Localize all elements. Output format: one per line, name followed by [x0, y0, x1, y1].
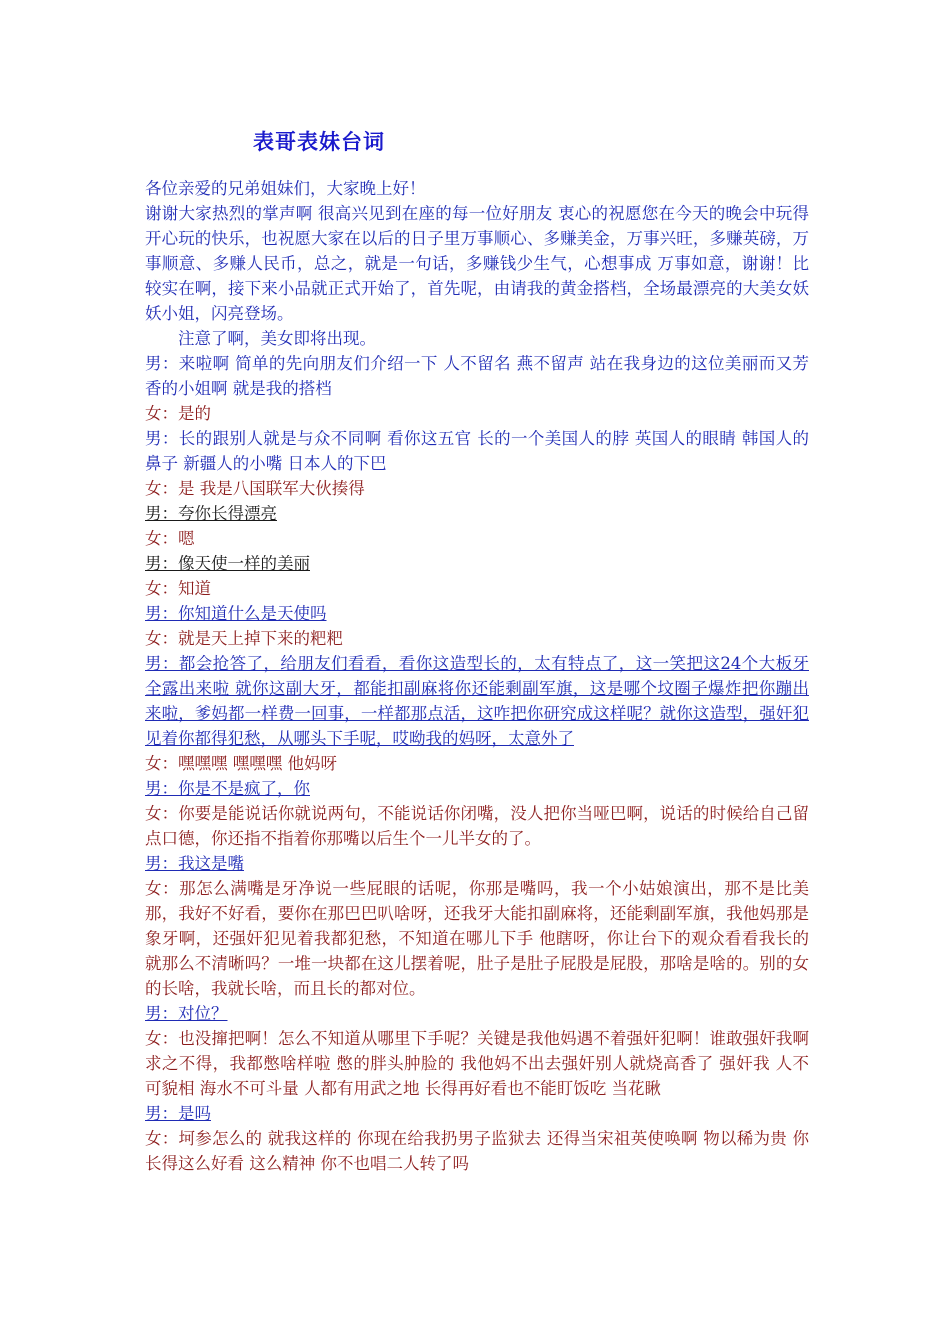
dialogue-line-female: 女：是的 [145, 404, 211, 423]
dialogue-line-male: 男：都会抢答了，给朋友们看看，看你这造型长的，太有特点了，这一笑把这24个大板牙全露出来啦 就你这副大牙，都能扣副麻将你还能剩副军旗，这是哪个坟圈子爆炸把你蹦出来啦，爹妈都一样费一回事，一样都那点活，这咋把你研究成这样呢？就你这造型，强奸犯见着你都得犯愁，从哪头下手呢，哎呦我的妈呀，太意外了 [145, 654, 809, 748]
dialogue-line-male: 男：你知道什么是天使吗 [145, 604, 327, 623]
dialogue-line-male: 男：像天使一样的美丽 [145, 554, 310, 573]
dialogue-line-male: 男：是吗 [145, 1104, 211, 1123]
dialogue-line-male: 男：夸你长得漂亮 [145, 504, 277, 523]
document-title: 表哥表妹台词 [253, 130, 385, 154]
dialogue-line-male: 男：你是不是疯了，你 [145, 779, 310, 798]
dialogue-line-female: 女：是 我是八国联军大伙揍得 [145, 479, 365, 498]
dialogue-line-female: 女：就是天上掉下来的粑粑 [145, 629, 343, 648]
dialogue-line-male: 男：对位？ [145, 1004, 228, 1023]
dialogue-line-female: 女：嗯 [145, 529, 195, 548]
dialogue-line-female: 女：知道 [145, 579, 211, 598]
dialogue-line-male: 男：我这是嘴 [145, 854, 244, 873]
dialogue-line-male: 男：长的跟别人就是与众不同啊 看你这五官 长的一个美国人的脖 英国人的眼睛 韩国人的鼻子 新疆人的小嘴 日本人的下巴 [145, 429, 809, 473]
host-intro-paragraph: 谢谢大家热烈的掌声啊 很高兴见到在座的每一位好朋友 衷心的祝愿您在今天的晚会中玩得开心玩的快乐，也祝愿大家在以后的日子里万事顺心、多赚美金，万事兴旺，多赚英磅，万事顺意、多赚人民币，总之，就是一句话，多赚钱少生气，心想事成 万事如意，谢谢！比较实在啊，接下来小品就正式开始了，首先呢，由请我的黄金搭档，全场最漂亮的大美女妖妖小姐，闪亮登场。 [145, 204, 809, 323]
dialogue-line-female: 女：你要是能说话你就说两句，不能说话你闭嘴，没人把你当哑巴啊，说话的时候给自己留点口德，你还指不指着你那嘴以后生个一儿半女的了。 [145, 804, 809, 848]
greeting-paragraph: 各位亲爱的兄弟姐妹们，大家晚上好！ [145, 179, 426, 198]
dialogue-line-female: 女：也没撺把啊！怎么不知道从哪里下手呢？关键是我他妈遇不着强奸犯啊！谁敢强奸我啊求之不得，我都憋啥样啦 憋的胖头肿脸的 我他妈不出去强奸别人就烧高香了 强奸我 人不可貌相 海水不可斗量 人都有用武之地 长得再好看也不能盯饭吃 当花瞅 [145, 1029, 809, 1098]
dialogue-line-male: 男：来啦啊 简单的先向朋友们介绍一下 人不留名 燕不留声 站在我身边的这位美丽而又芳香的小姐啊 就是我的搭档 [145, 354, 809, 398]
dialogue-line-female: 女：那怎么满嘴是牙净说一些屁眼的话呢，你那是嘴吗，我一个小姑娘演出，那不是比美那，我好不好看，要你在那巴巴叭啥呀，还我牙大能扣副麻将，还能剩副军旗，我他妈那是象牙啊，还强奸犯见着我都犯愁，不知道在哪儿下手 他瞎呀，你让台下的观众看看我长的就那么不清晰吗？一堆一块都在这儿摆着呢，肚子是肚子屁股是屁股，那啥是啥的。别的女的长啥，我就长啥，而且长的都对位。 [145, 879, 809, 998]
document-page [145, 126, 809, 1176]
dialogue-line-female: 女：坷参怎么的 就我这样的 你现在给我扔男子监狱去 还得当宋祖英使唤啊 物以稀为贵 你长得这么好看 这么精神 你不也唱二人转了吗 [145, 1129, 809, 1173]
dialogue-line-female: 女：嘿嘿嘿 嘿嘿嘿 他妈呀 [145, 754, 337, 773]
host-announcement: 注意了啊，美女即将出现。 [178, 329, 376, 348]
